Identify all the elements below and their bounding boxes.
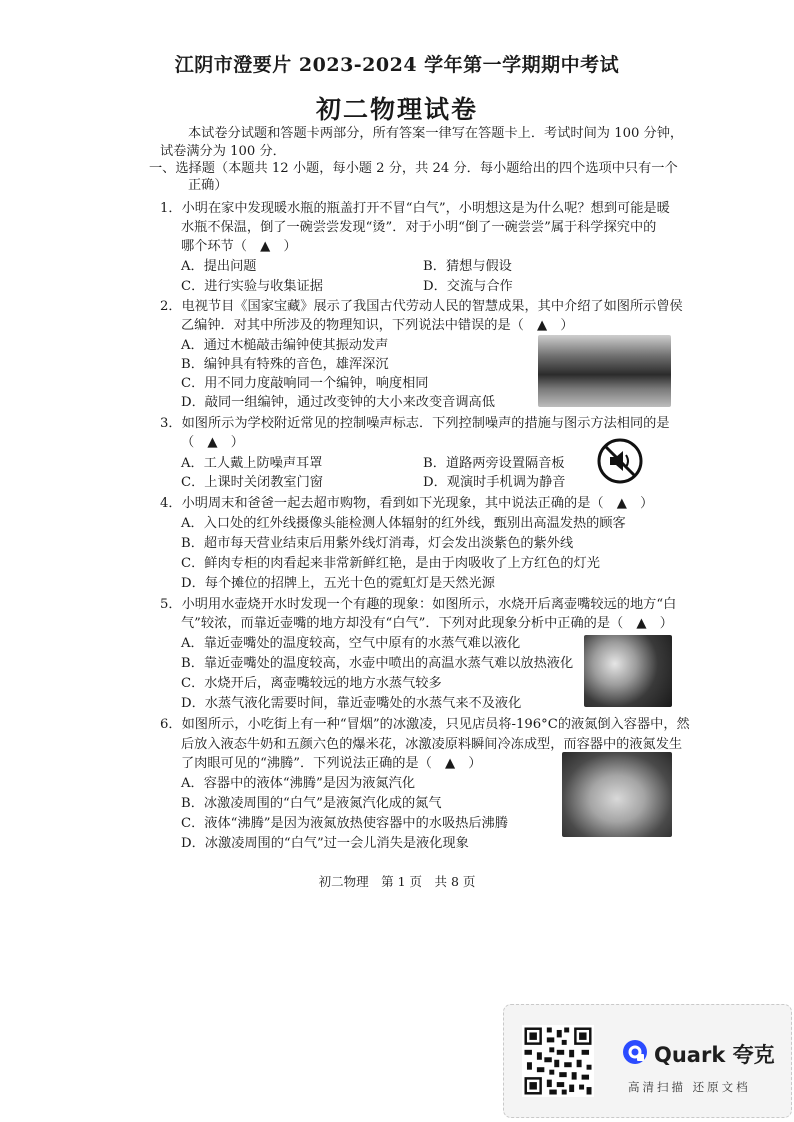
section-heading: 一、选择题（本题共 12 小题，每小题 2 分，共 24 分．每小题给出的四个选项中只有一个 (149, 161, 678, 176)
liquid-nitrogen-icecream-photo (562, 752, 672, 837)
option-d: D．每个摊位的招牌上，五光十色的霓虹灯是天然光源 (181, 576, 495, 591)
intro-line: 试卷满分为 100 分． (160, 144, 286, 159)
question-stem: 乙编钟．对其中所涉及的物理知识，下列说法中错误的是（ ▲ ） (181, 318, 574, 333)
qr-code-icon[interactable] (522, 1025, 594, 1097)
question-stem: 了肉眼可见的“沸腾”．下列说法正确的是（ ▲ ） (181, 756, 482, 771)
kettle-steam-photo (584, 635, 672, 707)
option-b: B．靠近壶嘴处的温度较高，水壶中喷出的高温水蒸气难以放热液化 (181, 656, 574, 671)
question-stem: 哪个环节（ ▲ ） (181, 239, 297, 254)
no-horn-sign-icon (596, 437, 644, 485)
question-stem: 4．小明周末和爸爸一起去超市购物，看到如下光现象，其中说法正确的是（ ▲ ） (160, 496, 654, 511)
option-c: C．用不同力度敲响同一个编钟，响度相同 (181, 376, 429, 391)
option-a: A．通过木槌敲击编钟使其振动发声 (181, 338, 389, 353)
option-b: B．编钟具有特殊的音色，雄浑深沉 (181, 357, 389, 372)
question-stem: 水瓶不保温，倒了一碗尝尝发现“烫”．对于小明“倒了一碗尝尝”属于科学探究中的 (181, 220, 657, 235)
quark-scan-badge[interactable] (503, 1004, 792, 1118)
question-stem: 后放入液态牛奶和五颜六色的爆米花，冰激凌原料瞬间冷冻成型，而容器中的液氮发生 (181, 737, 683, 752)
option-a: A．入口处的红外线摄像头能检测人体辐射的红外线，甄别出高温发热的顾客 (181, 516, 626, 531)
page-footer: 初二物理 第 1 页 共 8 页 (318, 874, 476, 889)
quark-logo-icon (622, 1039, 648, 1065)
option-d: D．观演时手机调为静音 (423, 475, 566, 490)
option-a: A．靠近壶嘴处的温度较高，空气中原有的水蒸气难以液化 (181, 636, 521, 651)
option-a: A．容器中的液体“沸腾”是因为液氮汽化 (181, 776, 416, 791)
question-stem: 1．小明在家中发现暖水瓶的瓶盖打开不冒“白气”，小明想这是为什么呢？想到可能是暖 (160, 201, 670, 216)
option-c: C．上课时关闭教室门窗 (181, 475, 323, 490)
question-stem: 3．如图所示为学校附近常见的控制噪声标志．下列控制噪声的措施与图示方法相同的是 (160, 416, 670, 431)
option-d: D．水蒸气液化需要时间，靠近壶嘴处的水蒸气来不及液化 (181, 696, 522, 711)
question-stem: 6．如图所示，小吃街上有一种“冒烟”的冰激凌，只见店员将-196°C的液氮倒入容器中，然 (160, 717, 690, 732)
option-a: A．工人戴上防噪声耳罩 (181, 456, 323, 471)
option-c: C．鲜肉专柜的肉看起来非常新鲜红艳，是由于肉吸收了上方红色的灯光 (181, 556, 600, 571)
option-c: C．水烧开后，离壶嘴较远的地方水蒸气较多 (181, 676, 442, 691)
option-d: D．冰激凌周围的“白气”过一会儿消失是液化现象 (181, 836, 469, 851)
option-b: B．道路两旁设置隔音板 (423, 456, 565, 471)
question-stem: 2．电视节目《国家宝藏》展示了我国古代劳动人民的智慧成果，其中介绍了如图所示曾侯 (160, 299, 683, 314)
exam-subject-title: 初二物理试卷 (315, 95, 478, 124)
option-d: D．交流与合作 (423, 279, 513, 294)
question-stem: （ ▲ ） (181, 435, 244, 450)
section-heading: 正确） (188, 178, 228, 193)
option-b: B．猜想与假设 (423, 259, 512, 274)
quark-tagline: 高清扫描 还原文档 (628, 1080, 751, 1094)
option-b: B．冰激凌周围的“白气”是液氮汽化成的氮气 (181, 796, 442, 811)
question-stem: 气”较浓，而靠近壶嘴的地方却没有“白气”．下列对此现象分析中正确的是（ ▲ ） (181, 616, 673, 631)
option-b: B．超市每天营业结束后用紫外线灯消毒，灯会发出淡紫色的紫外线 (181, 536, 574, 551)
quark-brand-label: Quark 夸克 (654, 1043, 775, 1067)
intro-line: 本试卷分试题和答题卡两部分，所有答案一律写在答题卡上．考试时间为 100 分钟， (188, 126, 684, 141)
option-c: C．液体“沸腾”是因为液氮放热使容器中的水吸热后沸腾 (181, 816, 508, 831)
exam-header: 江阴市澄要片 2023-2024 学年第一学期期中考试 (174, 54, 620, 76)
option-d: D．敲同一组编钟，通过改变钟的大小来改变音调高低 (181, 395, 495, 410)
option-a: A．提出问题 (181, 259, 257, 274)
bianzhong-bells-photo (538, 335, 671, 407)
question-stem: 5．小明用水壶烧开水时发现一个有趣的现象：如图所示，水烧开后离壶嘴较远的地方“白 (160, 597, 677, 612)
option-c: C．进行实验与收集证据 (181, 279, 323, 294)
